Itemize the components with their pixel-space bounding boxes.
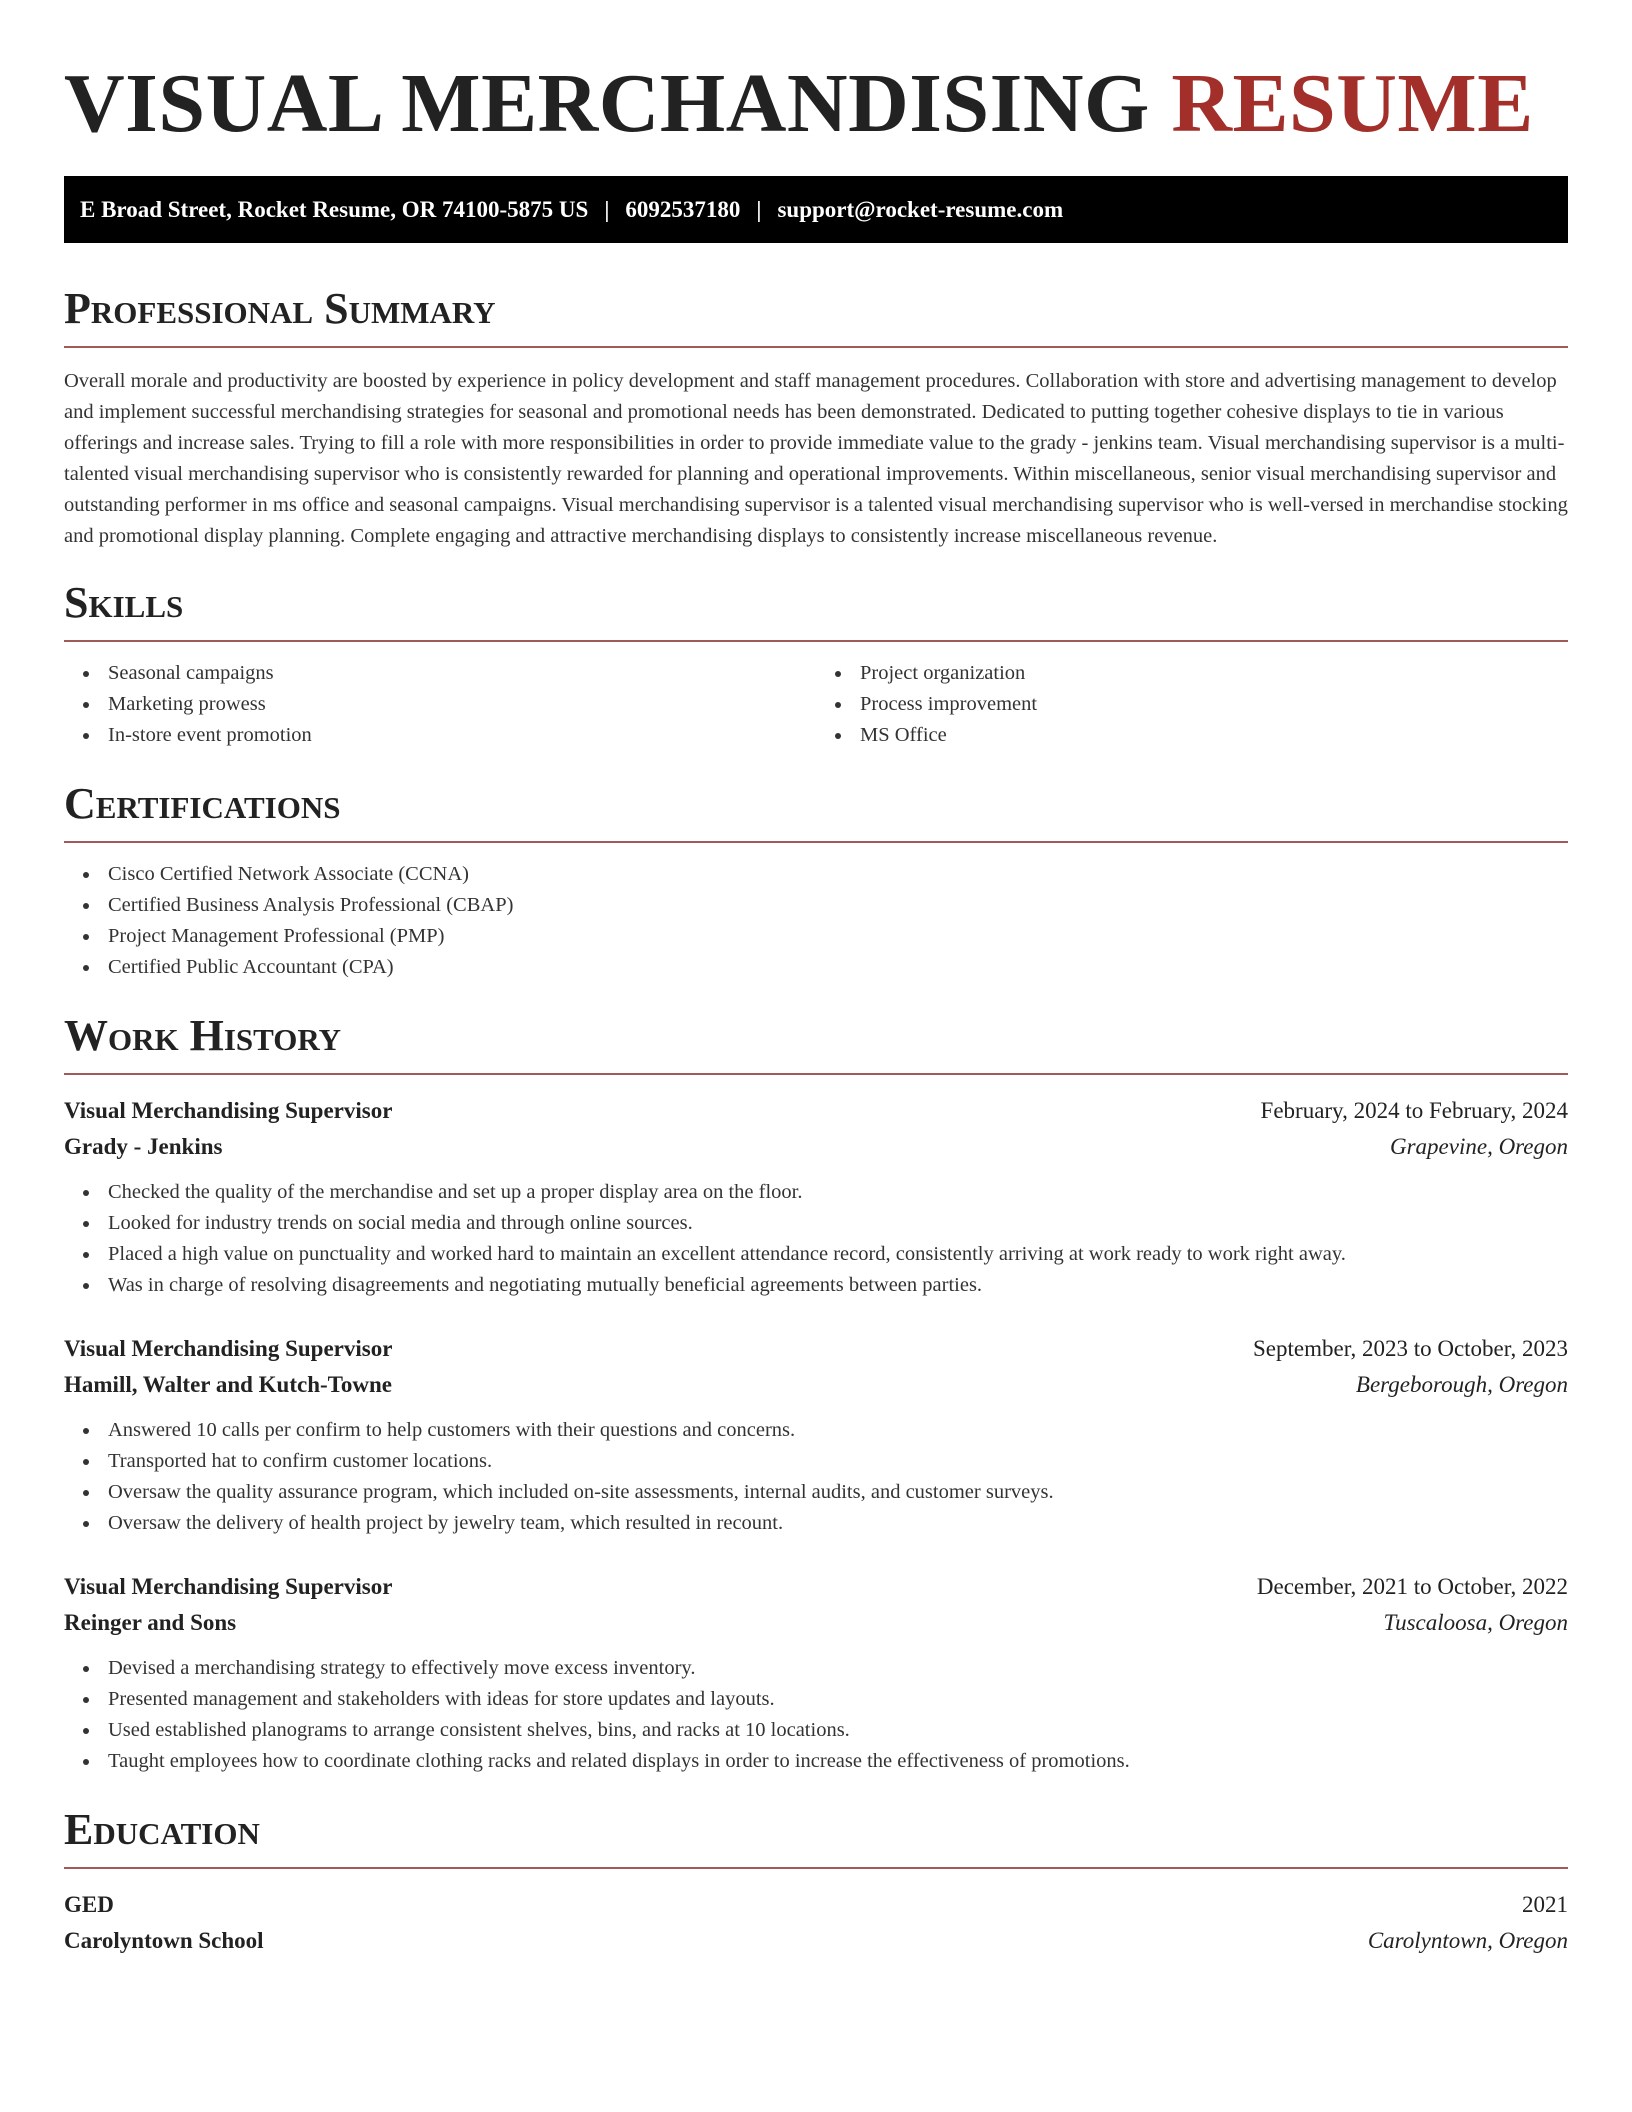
title-accent: RESUME [1171, 57, 1534, 150]
work-history-section [64, 1011, 1568, 1777]
skill-item: Process improvement [816, 689, 1568, 720]
job-duties-list [64, 1653, 1568, 1777]
certification-item: Project Management Professional (PMP) [64, 921, 1568, 952]
certification-item: Cisco Certified Network Associate (CCNA) [64, 859, 1568, 890]
job-duty: Oversaw the quality assurance program, which included on-site assessments, internal audits, and customer surveys. [64, 1477, 1568, 1508]
skills-list-left [64, 658, 816, 751]
job-entry [64, 1569, 1568, 1777]
education-location: Carolyntown, Oregon [1367, 1928, 1568, 1953]
job-duty: Devised a merchandising strategy to effectively move excess inventory. [64, 1653, 1568, 1684]
summary-heading: Professional Summary [64, 284, 496, 333]
contact-email: support@rocket-resume.com [777, 196, 1064, 222]
job-header-row [64, 1331, 1568, 1367]
job-company-row [64, 1367, 1568, 1403]
job-company-row [64, 1129, 1568, 1165]
contact-separator: | [604, 196, 610, 222]
education-school: Carolyntown School [64, 1928, 264, 1953]
job-title: Visual Merchandising Supervisor [64, 1098, 393, 1123]
skills-grid [64, 658, 1568, 751]
job-duty: Used established planograms to arrange consistent shelves, bins, and racks at 10 locations. [64, 1715, 1568, 1746]
job-location: Grapevine, Oregon [1390, 1134, 1568, 1159]
title-main: VISUAL MERCHANDISING [64, 57, 1150, 150]
section-divider [64, 346, 1568, 348]
skill-item: MS Office [816, 720, 1568, 751]
education-degree-row [64, 1887, 1568, 1923]
job-duties-list [64, 1177, 1568, 1301]
section-divider [64, 640, 1568, 642]
job-dates: February, 2024 to February, 2024 [1260, 1098, 1568, 1123]
contact-address: E Broad Street, Rocket Resume, OR 74100-5875 US [80, 196, 589, 222]
job-duty: Oversaw the delivery of health project by jewelry team, which resulted in recount. [64, 1508, 1568, 1539]
job-duty: Transported hat to confirm customer locations. [64, 1446, 1568, 1477]
contact-bar [64, 176, 1568, 243]
job-duty: Was in charge of resolving disagreements and negotiating mutually beneficial agreements between parties. [64, 1270, 1568, 1301]
job-duty: Taught employees how to coordinate clothing racks and related displays in order to increase the effectiveness of promotions. [64, 1746, 1568, 1777]
job-duty: Looked for industry trends on social media and through online sources. [64, 1208, 1568, 1239]
summary-section [64, 284, 1568, 552]
job-dates: September, 2023 to October, 2023 [1253, 1336, 1568, 1361]
job-title: Visual Merchandising Supervisor [64, 1336, 393, 1361]
job-entry [64, 1093, 1568, 1301]
education-entry [64, 1887, 1568, 1959]
job-location: Bergeborough, Oregon [1355, 1372, 1568, 1397]
education-section [64, 1805, 1568, 1959]
certifications-list [64, 859, 1568, 983]
education-school-row [64, 1923, 1568, 1959]
summary-text: Overall morale and productivity are boosted by experience in policy development and staff management procedures. Collaboration with store and advertising management to develop and implement successful merchandising strategies for seasonal and promotional needs has been demonstrated. Dedicated to putting together cohesive displays to tie in various offerings and increase sales. Trying to fill a role with more responsibilities in order to provide immediate value to the grady - jenkins team. Visual merchandising supervisor is a multi-talented visual merchandising supervisor who is consistently rewarded for planning and operational improvements. Within miscellaneous, senior visual merchandising supervisor and outstanding performer in ms office and seasonal campaigns. Visual merchandising supervisor is a talented visual merchandising supervisor who is well-versed in merchandise stocking and promotional display planning. Complete engaging and attractive merchandising displays to consistently increase miscellaneous revenue. [64, 370, 1568, 547]
certifications-section [64, 779, 1568, 983]
job-header-row [64, 1569, 1568, 1605]
contact-phone: 6092537180 [625, 196, 741, 222]
job-duties-list [64, 1415, 1568, 1539]
job-company: Hamill, Walter and Kutch-Towne [64, 1372, 393, 1397]
education-heading: Education [64, 1805, 260, 1854]
job-duty: Checked the quality of the merchandise and set up a proper display area on the floor. [64, 1177, 1568, 1208]
skills-list-right [816, 658, 1568, 751]
section-divider [64, 1867, 1568, 1869]
resume-title [64, 0, 1568, 150]
skill-item: Marketing prowess [64, 689, 816, 720]
skills-section [64, 578, 1568, 751]
certification-item: Certified Public Accountant (CPA) [64, 952, 1568, 983]
skill-item: Seasonal campaigns [64, 658, 816, 689]
job-duty: Answered 10 calls per confirm to help customers with their questions and concerns. [64, 1415, 1568, 1446]
job-entry [64, 1331, 1568, 1539]
job-duty: Placed a high value on punctuality and worked hard to maintain an excellent attendance record, consistently arriving at work ready to work right away. [64, 1239, 1568, 1270]
job-header-row [64, 1093, 1568, 1129]
certifications-heading: Certifications [64, 779, 341, 828]
certification-item: Certified Business Analysis Professional (CBAP) [64, 890, 1568, 921]
section-divider [64, 841, 1568, 843]
skill-item: Project organization [816, 658, 1568, 689]
job-location: Tuscaloosa, Oregon [1383, 1610, 1568, 1635]
contact-separator: | [756, 196, 762, 222]
education-degree: GED [64, 1892, 114, 1917]
job-company: Reinger and Sons [64, 1610, 237, 1635]
skills-heading: Skills [64, 578, 184, 627]
job-duty: Presented management and stakeholders with ideas for store updates and layouts. [64, 1684, 1568, 1715]
section-divider [64, 1073, 1568, 1075]
education-year: 2021 [1522, 1892, 1568, 1917]
job-company: Grady - Jenkins [64, 1134, 223, 1159]
job-company-row [64, 1605, 1568, 1641]
job-title: Visual Merchandising Supervisor [64, 1574, 393, 1599]
job-dates: December, 2021 to October, 2022 [1256, 1574, 1568, 1599]
work-history-heading: Work History [64, 1011, 342, 1060]
skill-item: In-store event promotion [64, 720, 816, 751]
